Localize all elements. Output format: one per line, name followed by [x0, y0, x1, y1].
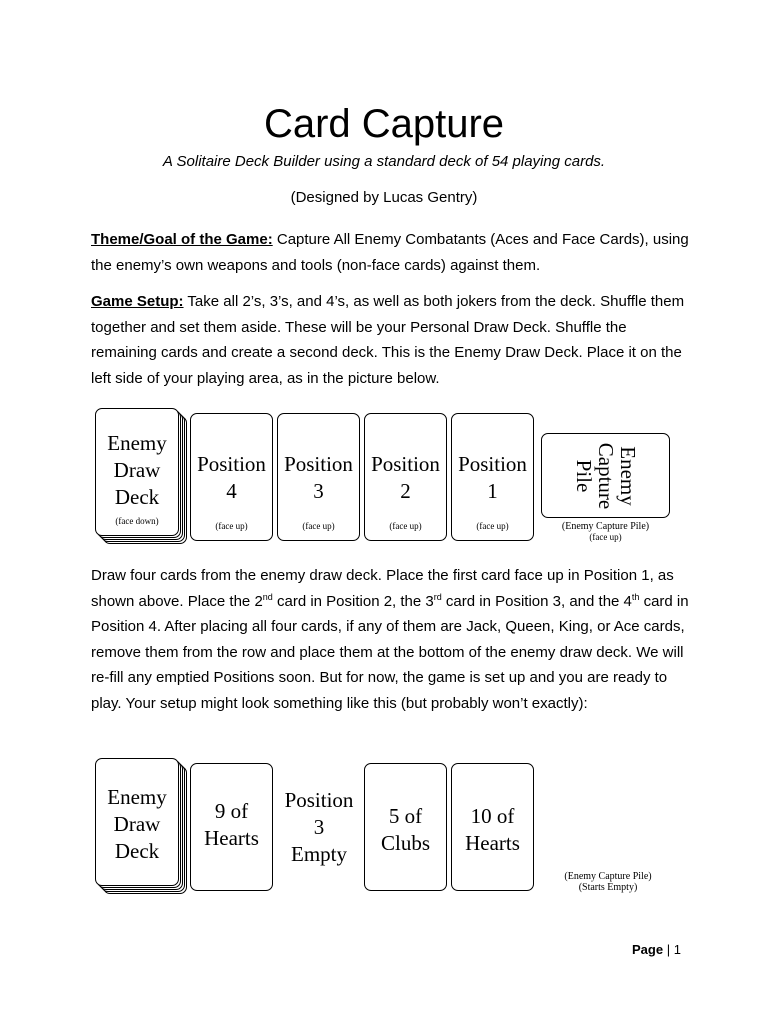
pile-label-line1: Enemy [615, 445, 640, 506]
position-word: Position [284, 452, 353, 476]
theme-paragraph [91, 227, 691, 278]
setup-heading: Game Setup: [91, 293, 184, 310]
card-label-line1: 10 of [470, 804, 515, 828]
position-word: Position [458, 452, 527, 476]
card-label-line2: Hearts [204, 826, 259, 850]
nine-of-hearts-card [190, 763, 273, 891]
page-separator: | [663, 942, 674, 957]
card-label-line1: 9 of [214, 799, 249, 823]
position-note: (face up) [215, 521, 248, 531]
setup-paragraph [91, 289, 691, 391]
ordinal-th: th [631, 591, 640, 602]
position-word: Position [197, 452, 266, 476]
draw-text-part3: card in Position 3, and the 4 [441, 592, 632, 610]
theme-heading: Theme/Goal of the Game: [91, 231, 273, 248]
theme-text: Capture All Enemy Combatants (Aces and Face Cards), using the enemy’s own weapons and tools (non-face cards) against them. [91, 231, 689, 274]
deck-label-line3: Deck [114, 485, 160, 509]
position-number: 2 [400, 479, 411, 503]
deck-label-line2: Draw [113, 812, 161, 836]
enemy-capture-pile-card [541, 433, 670, 518]
pile-caption-text: (Enemy Capture Pile) [561, 521, 650, 532]
page-number: 1 [673, 942, 681, 957]
position-1-card [451, 413, 534, 541]
position-3-card [277, 413, 360, 541]
empty-label-line1: Position [284, 788, 354, 812]
capture-pile-caption-example [541, 871, 675, 893]
designer-credit: (Designed by Lucas Gentry) [290, 189, 478, 206]
card-label-line2: Hearts [465, 831, 520, 855]
position-4-card [190, 413, 273, 541]
deck-label-line1: Enemy [107, 785, 167, 809]
position-number: 4 [226, 479, 237, 503]
position-number: 1 [487, 479, 498, 503]
document-subtitle: A Solitaire Deck Builder using a standard deck of 54 playing cards. [162, 153, 606, 170]
empty-label-line2: 3 [313, 815, 325, 839]
position-note: (face up) [476, 521, 509, 531]
card-label-line1: 5 of [388, 804, 423, 828]
enemy-draw-deck-card [95, 408, 179, 536]
capture-pile-rotated-label [573, 421, 639, 531]
position-note: (face up) [302, 521, 335, 531]
pile-caption-note: (face up) [589, 532, 622, 542]
ordinal-nd: nd [262, 591, 273, 602]
draw-paragraph [91, 563, 691, 716]
enemy-draw-deck-stack-example [95, 758, 191, 900]
deck-label-line3: Deck [114, 839, 160, 863]
enemy-draw-deck-stack [95, 408, 191, 550]
empty-position-label [276, 787, 362, 868]
five-of-clubs-card [364, 763, 447, 891]
ten-of-hearts-card [451, 763, 534, 891]
pile-caption-text: (Enemy Capture Pile) [564, 871, 652, 882]
deck-label-line2: Draw [113, 458, 161, 482]
pile-caption-note: (Starts Empty) [578, 882, 638, 893]
deck-note: (face down) [115, 516, 159, 526]
page-label: Page [632, 942, 664, 957]
capture-pile-caption [541, 521, 670, 543]
deck-label-line1: Enemy [107, 431, 167, 455]
position-note: (face up) [389, 521, 422, 531]
ordinal-rd: rd [433, 591, 442, 602]
position-2-card [364, 413, 447, 541]
draw-text-part2: card in Position 2, the 3 [272, 592, 434, 610]
draw-text-part1: Draw four cards from the enemy draw deck. Place the first card face up in Position 1, as shown above. Place the 2 [91, 567, 674, 610]
draw-text-part4: card in Position 4. After placing all four cards, if any of them are Jack, Queen, King, or Ace cards, remove them from the row and place them at the bottom of the enemy draw deck. We will re-fill any emptied Positions soon. But for now, the game is set up and you are ready to play. Your setup might look something like this (but probably won’t exactly): [91, 592, 689, 712]
document-title: Card Capture [263, 102, 505, 146]
card-label-line2: Clubs [380, 831, 430, 855]
position-word: Position [371, 452, 440, 476]
pile-label-line3: Pile [571, 459, 596, 492]
enemy-draw-deck-card-example [95, 758, 179, 886]
position-number: 3 [313, 479, 324, 503]
empty-label-line3: Empty [291, 842, 347, 866]
setup-text: Take all 2’s, 3’s, and 4’s, as well as both jokers from the deck. Shuffle them together and set them aside. These will be your Personal Draw Deck. Shuffle the remaining cards and create a second deck. This is the Enemy Draw Deck. Place it on the left side of your playing area, as in the picture below. [91, 293, 685, 387]
page-footer [632, 942, 681, 957]
pile-label-line2: Capture [593, 442, 618, 509]
